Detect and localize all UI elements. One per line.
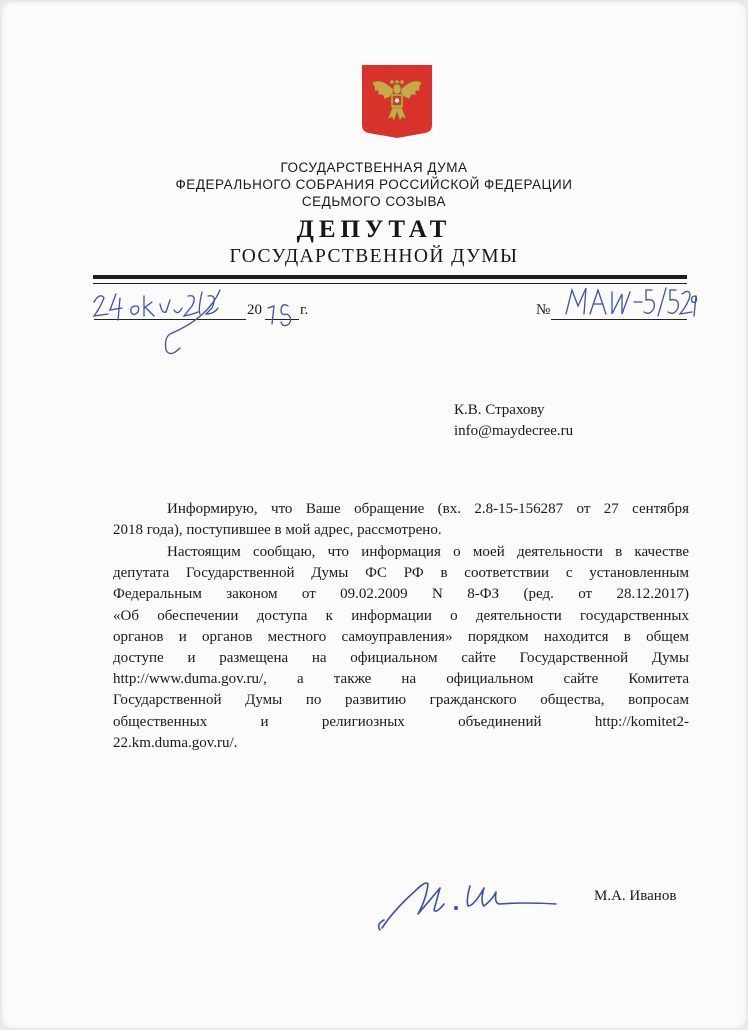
recipient-email: info@maydecree.ru	[454, 423, 574, 439]
text-line: «Об обеспечении доступа к информации о деятельности государственных	[113, 607, 689, 624]
org-line-duma: ГОСУДАРСТВЕННАЯ ДУМА	[280, 160, 468, 175]
paragraph-2	[113, 542, 689, 754]
date-year-suffix: г.	[300, 302, 309, 318]
org-line-federal-assembly: ФЕДЕРАЛЬНОГО СОБРАНИЯ РОССИЙСКОЙ ФЕДЕРАЦИИ	[175, 177, 573, 192]
text-line: доступе и размещена на официальном сайте Государственной Думы	[113, 650, 689, 667]
text-line: Государственной Думы по развитию гражданского общества, вопросам	[113, 692, 689, 709]
text-line: общественных и религиозных объединений http://komitet2-	[113, 713, 689, 730]
text-line: органов и органов местного самоуправления» порядком находится в общем	[113, 628, 689, 645]
handwritten-signature	[374, 870, 564, 936]
title-deputy: ДЕПУТАТ	[296, 216, 452, 243]
text-line: 22.km.duma.gov.ru/.	[113, 734, 238, 751]
paragraph-1	[113, 499, 689, 541]
recipient-name: К.В. Страхову	[454, 402, 545, 418]
text-line: Федеральным законом от 09.02.2009 N 8-ФЗ (ред. от 28.12.2017)	[113, 586, 689, 603]
date-year-prefix: 20	[247, 302, 262, 318]
letter-page	[2, 2, 746, 1028]
text-line: депутата Государственной Думы ФС РФ в соответствии с установленным	[113, 565, 689, 582]
org-line-convocation: СЕДЬМОГО СОЗЫВА	[301, 194, 447, 209]
header-divider-thick	[93, 275, 687, 279]
coat-of-arms-icon	[362, 65, 432, 138]
handwritten-date-mark	[90, 288, 310, 358]
text-line: Информирую, что Ваше обращение (вх. 2.8-15-156287 от 27 сентября	[167, 501, 689, 517]
number-label: №	[536, 302, 551, 318]
text-line: http://www.duma.gov.ru/, а также на официальном сайте Комитета	[113, 671, 689, 688]
text-line: 2018 года), поступившее в мой адрес, рассмотрено.	[113, 522, 442, 539]
signer-name: М.А. Иванов	[594, 888, 677, 904]
text-line: Настоящим сообщаю, что информация о моей деятельности в качестве	[167, 544, 689, 560]
handwritten-number-mark	[562, 284, 702, 324]
subtitle-state-duma: ГОСУДАРСТВЕННОЙ ДУМЫ	[229, 246, 519, 267]
